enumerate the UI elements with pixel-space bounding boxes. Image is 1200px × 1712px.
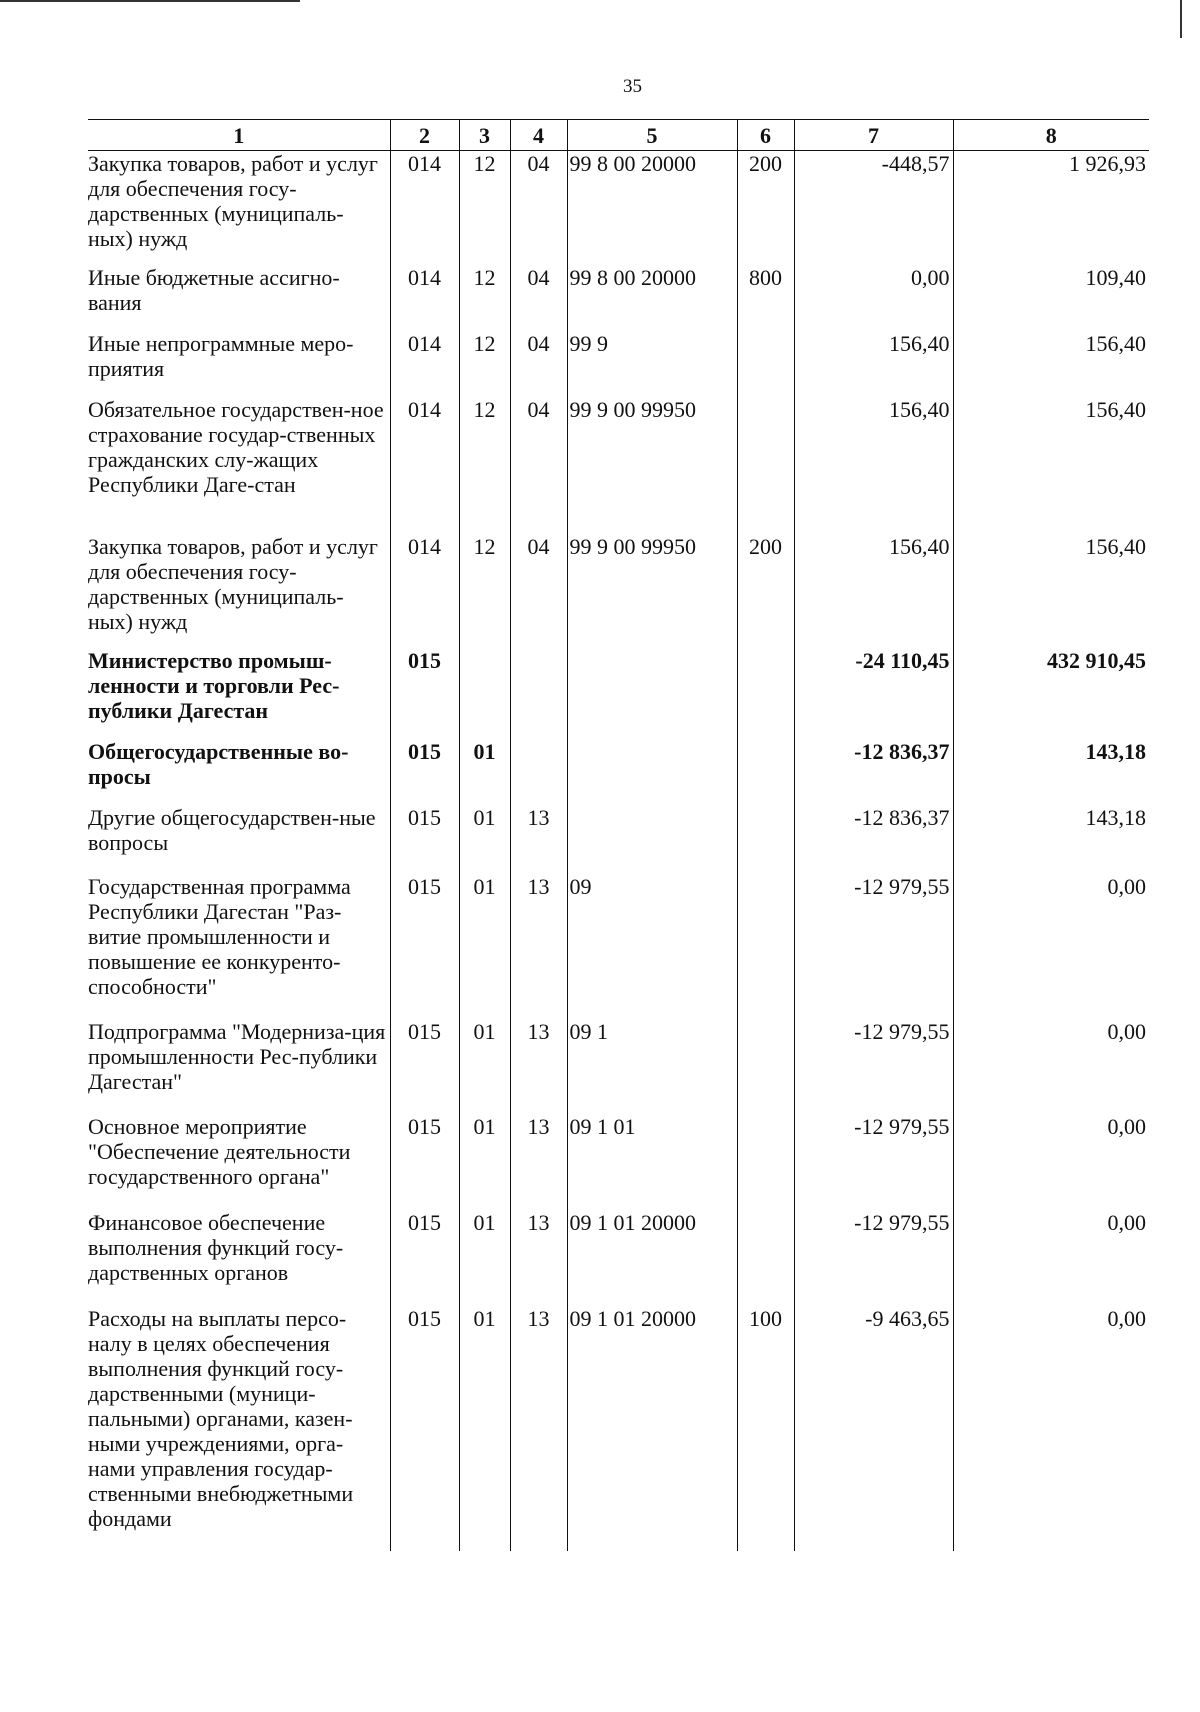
ministry-code-cell: 015: [390, 874, 459, 1019]
target-article-cell: [567, 648, 737, 739]
expense-type-cell: [737, 397, 794, 534]
table-row: [88, 1019, 1149, 1114]
table-row: [88, 265, 1149, 331]
change-amount-cell: -12 836,37: [794, 739, 953, 805]
subsection-code-cell: 04: [510, 331, 567, 397]
header-row: [88, 120, 1149, 151]
subsection-code-cell: 04: [510, 534, 567, 648]
expense-type-cell: [737, 1210, 794, 1306]
table-row: [88, 1114, 1149, 1210]
target-article-cell: 09 1 01 20000: [567, 1210, 737, 1306]
row-name-cell: Иные непрограммные меро-приятия: [88, 330, 354, 381]
target-article-cell: 99 8 00 20000: [567, 265, 737, 331]
table-row: [88, 397, 1149, 534]
table-row: [88, 151, 1149, 265]
row-name-cell: Общегосударственные во-просы: [88, 738, 349, 789]
expense-type-cell: 200: [737, 151, 794, 265]
target-article-cell: 99 8 00 20000: [567, 151, 737, 265]
change-amount-cell: -448,57: [794, 151, 953, 265]
expense-type-cell: [737, 1019, 794, 1114]
scan-edge-mark: [1180, 0, 1182, 38]
ministry-code-cell: 014: [390, 331, 459, 397]
row-name-cell: Закупка товаров, работ и услуг для обеспечения госу-дарственных (муниципаль-ных) нужд: [88, 151, 378, 251]
row-name-cell: Обязательное государствен-ное страхование государ-ственных гражданских слу-жащих Республики Даге-стан: [88, 396, 384, 497]
table-row: [88, 805, 1149, 874]
change-amount-cell: -24 110,45: [794, 648, 953, 739]
section-code-cell: 01: [459, 1019, 510, 1114]
total-amount-cell: 156,40: [953, 331, 1149, 397]
target-article-cell: 99 9 00 99950: [567, 534, 737, 648]
expense-type-cell: [737, 739, 794, 805]
change-amount-cell: 0,00: [794, 265, 953, 331]
total-amount-cell: 0,00: [953, 1114, 1149, 1210]
row-name-cell: Основное мероприятие "Обеспечение деятельности государственного органа": [88, 1113, 351, 1189]
subsection-code-cell: [510, 739, 567, 805]
subsection-code-cell: 13: [510, 1306, 567, 1551]
total-amount-cell: 0,00: [953, 1306, 1149, 1551]
ministry-code-cell: 015: [390, 1306, 459, 1551]
section-code-cell: 01: [459, 874, 510, 1019]
expense-type-cell: [737, 874, 794, 1019]
ministry-code-cell: 015: [390, 648, 459, 739]
section-code-cell: 12: [459, 331, 510, 397]
change-amount-cell: -12 979,55: [794, 1019, 953, 1114]
table-row: [88, 648, 1149, 739]
subsection-code-cell: 04: [510, 397, 567, 534]
target-article-cell: 09: [567, 874, 737, 1019]
total-amount-cell: 109,40: [953, 265, 1149, 331]
row-name-cell: Подпрограмма "Модерниза-ция промышленности Рес-публики Дагестан": [88, 1018, 386, 1094]
ministry-code-cell: 015: [390, 739, 459, 805]
section-code-cell: 12: [459, 265, 510, 331]
target-article-cell: 99 9: [567, 331, 737, 397]
change-amount-cell: -12 979,55: [794, 1114, 953, 1210]
expense-type-cell: [737, 331, 794, 397]
section-code-cell: 12: [459, 534, 510, 648]
target-article-cell: 09 1: [567, 1019, 737, 1114]
ministry-code-cell: 014: [390, 534, 459, 648]
row-name-cell: Финансовое обеспечение выполнения функций госу-дарственных органов: [88, 1209, 344, 1285]
total-amount-cell: 156,40: [953, 397, 1149, 534]
target-article-cell: 99 9 00 99950: [567, 397, 737, 534]
row-name-cell: Иные бюджетные ассигно-вания: [88, 264, 340, 315]
section-code-cell: 12: [459, 397, 510, 534]
row-name-cell: Расходы на выплаты персо-налу в целях обеспечения выполнения функций госу-дарственными (муници-пальными) органами, казен-ными учреждениями, орга-нами управления государ-ственными внебюджетными фондами: [88, 1305, 354, 1531]
table-body: [88, 151, 1149, 1551]
total-amount-cell: 143,18: [953, 805, 1149, 874]
change-amount-cell: -12 979,55: [794, 874, 953, 1019]
change-amount-cell: -9 463,65: [794, 1306, 953, 1551]
expense-type-cell: 100: [737, 1306, 794, 1551]
section-code-cell: 12: [459, 151, 510, 265]
total-amount-cell: 432 910,45: [953, 648, 1149, 739]
target-article-cell: 09 1 01 20000: [567, 1306, 737, 1551]
section-code-cell: 01: [459, 805, 510, 874]
subsection-code-cell: 04: [510, 265, 567, 331]
subsection-code-cell: 13: [510, 1210, 567, 1306]
subsection-code-cell: 13: [510, 805, 567, 874]
section-code-cell: [459, 648, 510, 739]
table-row: [88, 739, 1149, 805]
section-code-cell: 01: [459, 1306, 510, 1551]
ministry-code-cell: 014: [390, 397, 459, 534]
total-amount-cell: 0,00: [953, 1210, 1149, 1306]
table-row: [88, 331, 1149, 397]
ministry-code-cell: 015: [390, 1019, 459, 1114]
change-amount-cell: 156,40: [794, 534, 953, 648]
total-amount-cell: 0,00: [953, 874, 1149, 1019]
expense-type-cell: [737, 1114, 794, 1210]
ministry-code-cell: 015: [390, 805, 459, 874]
row-name-cell: Государственная программа Республики Дагестан "Раз-витие промышленности и повышение ее конкуренто-способности": [88, 873, 351, 999]
column-header: 6: [737, 120, 794, 151]
total-amount-cell: 0,00: [953, 1019, 1149, 1114]
ministry-code-cell: 015: [390, 1114, 459, 1210]
subsection-code-cell: 04: [510, 151, 567, 265]
budget-table: [88, 119, 1149, 1551]
expense-type-cell: [737, 805, 794, 874]
column-header: 4: [510, 120, 567, 151]
subsection-code-cell: [510, 648, 567, 739]
table-row: [88, 1306, 1149, 1551]
ministry-code-cell: 015: [390, 1210, 459, 1306]
column-header: 3: [459, 120, 510, 151]
target-article-cell: [567, 805, 737, 874]
change-amount-cell: 156,40: [794, 331, 953, 397]
row-name-cell: Закупка товаров, работ и услуг для обеспечения госу-дарственных (муниципаль-ных) нужд: [88, 533, 378, 634]
change-amount-cell: 156,40: [794, 397, 953, 534]
page-number: 35: [623, 76, 642, 97]
column-header: 1: [88, 120, 390, 151]
row-name-cell: Министерство промыш-ленности и торговли Рес-публики Дагестан: [88, 647, 340, 723]
table-row: [88, 1210, 1149, 1306]
subsection-code-cell: 13: [510, 1114, 567, 1210]
section-code-cell: 01: [459, 1114, 510, 1210]
column-header: 2: [390, 120, 459, 151]
target-article-cell: 09 1 01: [567, 1114, 737, 1210]
total-amount-cell: 143,18: [953, 739, 1149, 805]
scan-edge-mark: [0, 0, 300, 2]
ministry-code-cell: 014: [390, 265, 459, 331]
column-header: 7: [794, 120, 953, 151]
row-name-cell: Другие общегосударствен-ные вопросы: [88, 804, 376, 855]
table-row: [88, 874, 1149, 1019]
column-header: 5: [567, 120, 737, 151]
section-code-cell: 01: [459, 739, 510, 805]
table-row: [88, 534, 1149, 648]
change-amount-cell: -12 836,37: [794, 805, 953, 874]
column-header: 8: [953, 120, 1149, 151]
expense-type-cell: [737, 648, 794, 739]
target-article-cell: [567, 739, 737, 805]
total-amount-cell: 156,40: [953, 534, 1149, 648]
section-code-cell: 01: [459, 1210, 510, 1306]
change-amount-cell: -12 979,55: [794, 1210, 953, 1306]
subsection-code-cell: 13: [510, 1019, 567, 1114]
total-amount-cell: 1 926,93: [953, 151, 1149, 265]
subsection-code-cell: 13: [510, 874, 567, 1019]
ministry-code-cell: 014: [390, 151, 459, 265]
expense-type-cell: 800: [737, 265, 794, 331]
expense-type-cell: 200: [737, 534, 794, 648]
